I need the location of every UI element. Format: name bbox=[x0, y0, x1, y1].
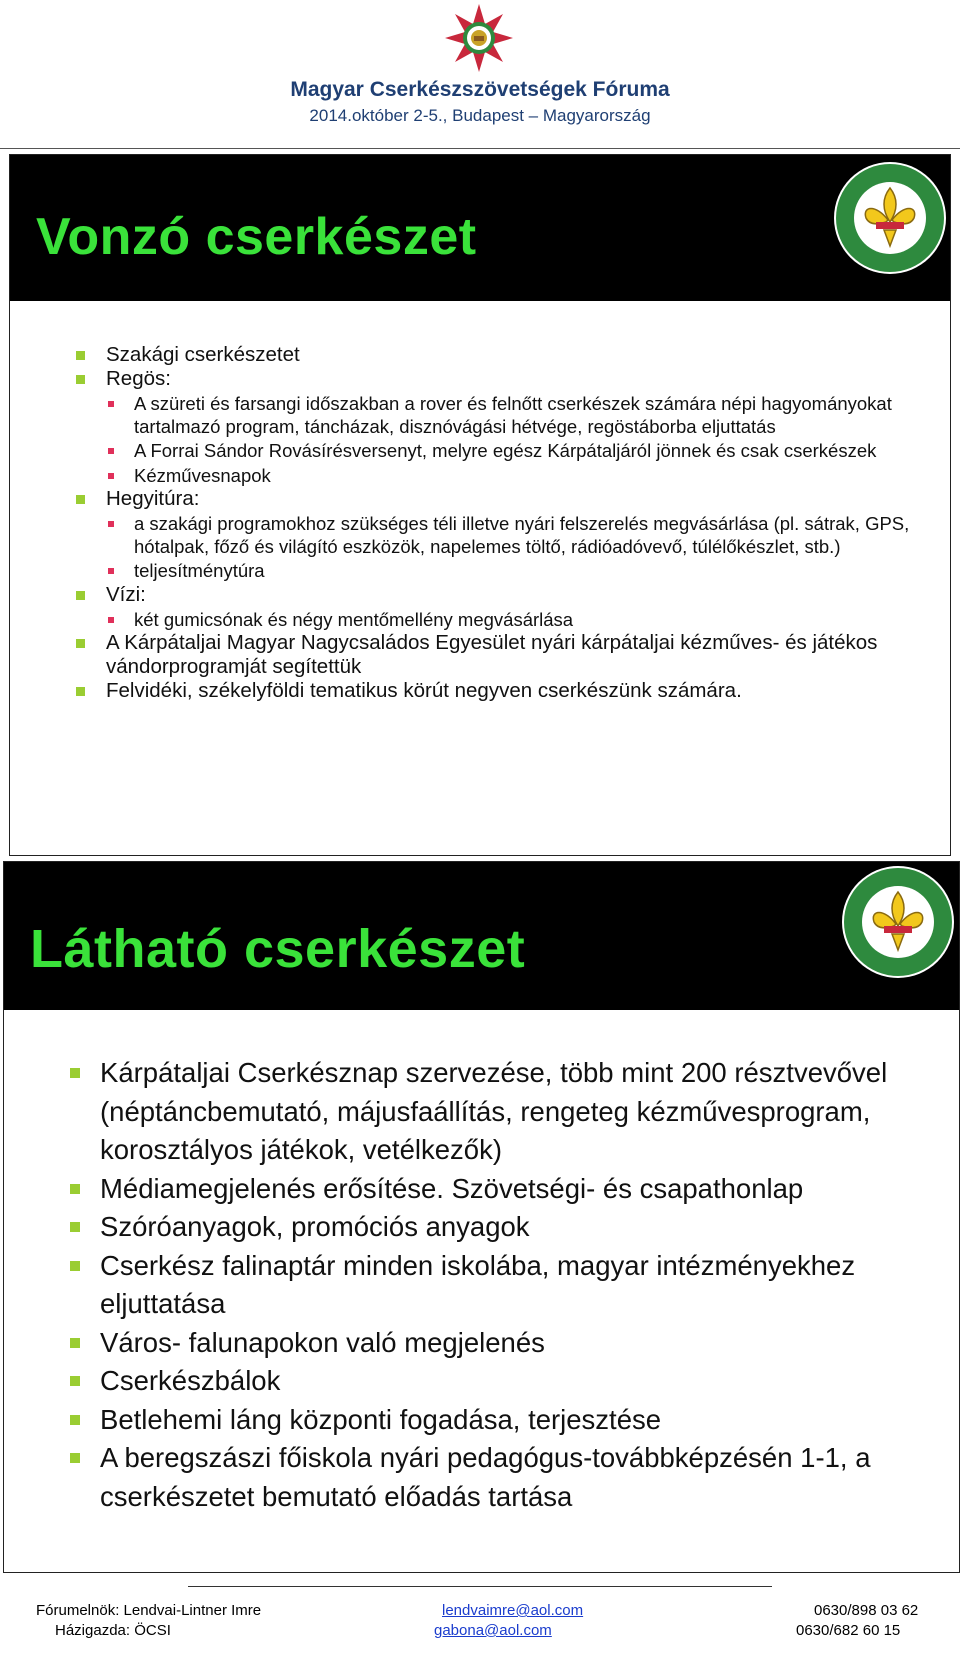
list-item: Vízi: két gumicsónak és négy mentőmellény megvásárlása bbox=[70, 583, 920, 632]
sub-bullet-icon bbox=[108, 521, 114, 527]
list-item: Médiamegjelenés erősítése. Szövetségi- és csapathonlap bbox=[64, 1170, 944, 1209]
footer-divider bbox=[188, 1586, 772, 1587]
president-email-link[interactable]: lendvaimre@aol.com bbox=[442, 1602, 584, 1619]
bullet-square-icon bbox=[70, 1184, 80, 1194]
bullet-square-icon bbox=[76, 639, 85, 648]
sub-bullet-icon bbox=[108, 568, 114, 574]
bullet-square-icon bbox=[76, 687, 85, 696]
sub-bullet-icon bbox=[108, 617, 114, 623]
sub-bullet-icon bbox=[108, 473, 114, 479]
scout-forum-emblem-icon bbox=[443, 2, 515, 74]
header-divider bbox=[0, 148, 960, 149]
slide-lathato-cserkeszet bbox=[3, 861, 960, 1573]
slide-title: Látható cserkészet bbox=[30, 919, 526, 979]
list-item: Hegyitúra: a szakági programokhoz szükséges téli illetve nyári felszerelés megvásárlása (pl. sátrak, GPS, hótalpak, főző és világító eszközök, napelemes töltő, rádióadóvevő, túlélőkészlet, stb.) teljesítménytúra bbox=[70, 487, 920, 583]
page-footer bbox=[0, 1580, 960, 1666]
sub-list-item: teljesítménytúra bbox=[106, 560, 920, 583]
forum-president-label: Fórumelnök: Lendvai-Lintner Imre bbox=[36, 1602, 262, 1619]
bullet-square-icon bbox=[76, 591, 85, 600]
bullet-list bbox=[70, 343, 920, 703]
host-phone: 0630/682 60 15 bbox=[796, 1622, 901, 1639]
president-phone: 0630/898 03 62 bbox=[814, 1602, 919, 1619]
bullet-square-icon bbox=[70, 1338, 80, 1348]
slide-vonzo-cserkeszet bbox=[9, 154, 951, 856]
bullet-square-icon bbox=[76, 495, 85, 504]
sub-list-item: Kézművesnapok bbox=[106, 465, 920, 488]
sub-list bbox=[106, 513, 920, 583]
list-item: Szakági cserkészetet bbox=[70, 343, 920, 367]
list-item: Felvidéki, székelyföldi tematikus körút negyven cserkészünk számára. bbox=[70, 679, 920, 703]
forum-date-location: 2014.október 2-5., Budapest – Magyarország bbox=[309, 106, 651, 125]
sub-list-item: A Forrai Sándor Rovásírésversenyt, melyre egész Kárpátaljáról jönnek és csak cserkészek bbox=[106, 440, 920, 463]
list-item: Város- falunapokon való megjelenés bbox=[64, 1324, 944, 1363]
list-item: A beregszászi főiskola nyári pedagógus-továbbképzésén 1-1, a cserkészetet bemutató előadás tartása bbox=[64, 1439, 944, 1516]
bullet-square-icon bbox=[76, 351, 85, 360]
slide-title: Vonzó cserkészet bbox=[36, 208, 477, 266]
list-item: Betlehemi láng központi fogadása, terjesztése bbox=[64, 1401, 944, 1440]
bullet-square-icon bbox=[70, 1415, 80, 1425]
page-header bbox=[0, 0, 960, 152]
list-item: Cserkészbálok bbox=[64, 1362, 944, 1401]
sub-list-item: a szakági programokhoz szükséges téli illetve nyári felszerelés megvásárlása (pl. sátrak, GPS, hótalpak, főző és világító eszközök, napelemes töltő, rádióadóvevő, túlélőkészlet, stb.) bbox=[106, 513, 920, 558]
list-item: Cserkész falinaptár minden iskolába, magyar intézményekhez eljuttatása bbox=[64, 1247, 944, 1324]
sub-list-item: két gumicsónak és négy mentőmellény megvásárlása bbox=[106, 609, 920, 632]
bullet-square-icon bbox=[76, 375, 85, 384]
footer-row bbox=[0, 1602, 960, 1624]
bullet-square-icon bbox=[70, 1453, 80, 1463]
sub-bullet-icon bbox=[108, 448, 114, 454]
host-label: Házigazda: ÖCSI bbox=[55, 1622, 171, 1639]
sub-list bbox=[106, 609, 920, 632]
footer-row bbox=[0, 1622, 960, 1644]
sub-list-item: A szüreti és farsangi időszakban a rover és felnőtt cserkészek számára népi hagyományokat tartalmazó program, táncházak, disznóvágási hétvége, regöstáborba eljuttatás bbox=[106, 393, 920, 438]
bullet-square-icon bbox=[70, 1261, 80, 1271]
sub-list bbox=[106, 393, 920, 487]
forum-title: Magyar Cserkészszövetségek Fóruma bbox=[290, 78, 670, 101]
host-email-link[interactable]: gabona@aol.com bbox=[434, 1622, 552, 1639]
list-item: A Kárpátaljai Magyar Nagycsaládos Egyesület nyári kárpátaljai kézműves- és játékos vándorprogramját segítettük bbox=[70, 631, 920, 679]
bullet-square-icon bbox=[70, 1068, 80, 1078]
fleur-de-lis-badge-icon bbox=[840, 864, 956, 980]
sub-bullet-icon bbox=[108, 401, 114, 407]
fleur-de-lis-badge-icon bbox=[832, 160, 948, 276]
bullet-square-icon bbox=[70, 1222, 80, 1232]
bullet-square-icon bbox=[70, 1376, 80, 1386]
list-item: Szóróanyagok, promóciós anyagok bbox=[64, 1208, 944, 1247]
list-item: Regös: A szüreti és farsangi időszakban a rover és felnőtt cserkészek számára népi hagyományokat tartalmazó program, táncházak, disznóvágási hétvége, regöstáborba eljuttatás A Forrai Sándor Rovásírésversenyt, melyre egész Kárpátaljáról jönnek és csak cserkészek Kézművesnapok bbox=[70, 367, 920, 487]
bullet-list bbox=[64, 1054, 944, 1516]
list-item: Kárpátaljai Cserkésznap szervezése, több mint 200 résztvevővel (néptáncbemutató, májusfaállítás, rengeteg kézművesprogram, korosztályos játékok, vetélkezők) bbox=[64, 1054, 944, 1170]
